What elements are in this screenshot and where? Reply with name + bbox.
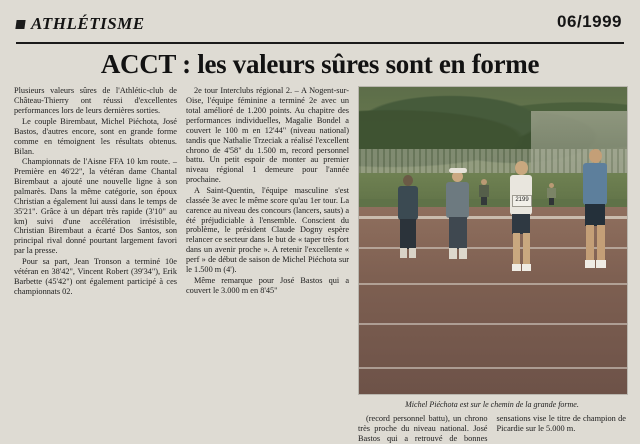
rubric-label: ATHLÉTISME [31,14,145,33]
paragraph: A Saint-Quentin, l'équipe masculine s'est classée 3e avec le même score qu'au 1er tour. La carence au niveau des concours (lancers, sauts) a été préjudiciable à l'ensemble. Conscient du problème, le président Claude Dogny espère relancer ce secteur dans le but de « taper très fort dans un avenir proche ». A retenir l'excellente « perf » de début de saison de Michel Piéchota sur le 1.500 m (4'). [186,185,349,274]
paragraph: Le couple Birembaut, Michel Piéchota, José Bastos, d'autres encore, sont en grande forme comme en témoignent les résultats obtenus. Bilan. [14,116,177,156]
paragraph: Pour sa part, Jean Tronson a terminé 10e vétéran en 38'42", Vincent Robert (39'34"), Erik Barbette (45'42") ont également participé à ces championnats 02. [14,256,177,296]
rubric-group [16,14,145,34]
photo-column [358,86,626,443]
photo-runner-right [573,149,617,281]
photo-lane-line [359,323,627,325]
photo-runner-main [501,161,541,281]
header-divider [16,42,624,44]
photo-lane-line [359,283,627,285]
paragraph: (record personnel battu), un chrono très proche du niveau national. José Bastos qui a retrouvé de bonnes sensations vise le titre de champion de Picardie sur le 5.000 m. [358,413,626,443]
article-continuation [358,414,626,444]
article-column-1 [14,86,177,297]
photo-lane-line [359,367,627,369]
photo-caption: Michel Piéchota est sur le chemin de la grande forme. [405,400,579,410]
photo-person-coach [443,171,473,263]
paragraph: Championnats de l'Aisne FFA 10 km route. – Première en 46'22", la vétéran dame Chantal Birembaut a ajouté une nouvelle ligne à son palmarès. Dans la même catégorie, son époux Christian a également lui aussi dans le temps de 35'21". Grâce à un départ très rapide (3'10" au km) suivi d'une accélération irrésistible, Christian Birembaut a écarté Dos Santos, son principal rival donné pourtant largement favori par la presse. [14,157,177,256]
photo-person-distant [547,183,556,205]
issue-date: 06/1999 [557,12,622,31]
paragraph: Plusieurs valeurs sûres de l'Athlétic-club de Château-Thierry ont réussi d'excellentes performances lors de leurs dernières sorties. [14,86,177,116]
article-columns [14,86,626,443]
paragraph: 2e tour Interclubs régional 2. – A Nogent-sur-Oise, l'équipe féminine a terminé 2e avec un total amélioré de 1.200 points. Au chapitre des performances individuelles, Magalie Bondel a couvert le 100 m en 12'44" (niveau national) tandis que Nathalie Trzeciak a réalisé l'excellent chrono de 4'58" du 1.500 m, record personnel battu. Un petit espoir de monter au premier niveau régional 1 demeure pour l'année prochaine. [186,86,349,185]
photo-person-distant [479,179,489,205]
page-title: ACCT : les valeurs sûres sont en forme [100,49,540,79]
square-bullet-icon [15,20,25,29]
runner-bib-number: 2199 [512,195,532,207]
athletics-track-photo [358,86,628,395]
paragraph: Même remarque pour José Bastos qui a couvert le 3.000 m en 8'45" [186,275,349,295]
article-column-2 [186,86,349,296]
photo-person-standing [395,175,421,261]
article-header [14,10,626,40]
